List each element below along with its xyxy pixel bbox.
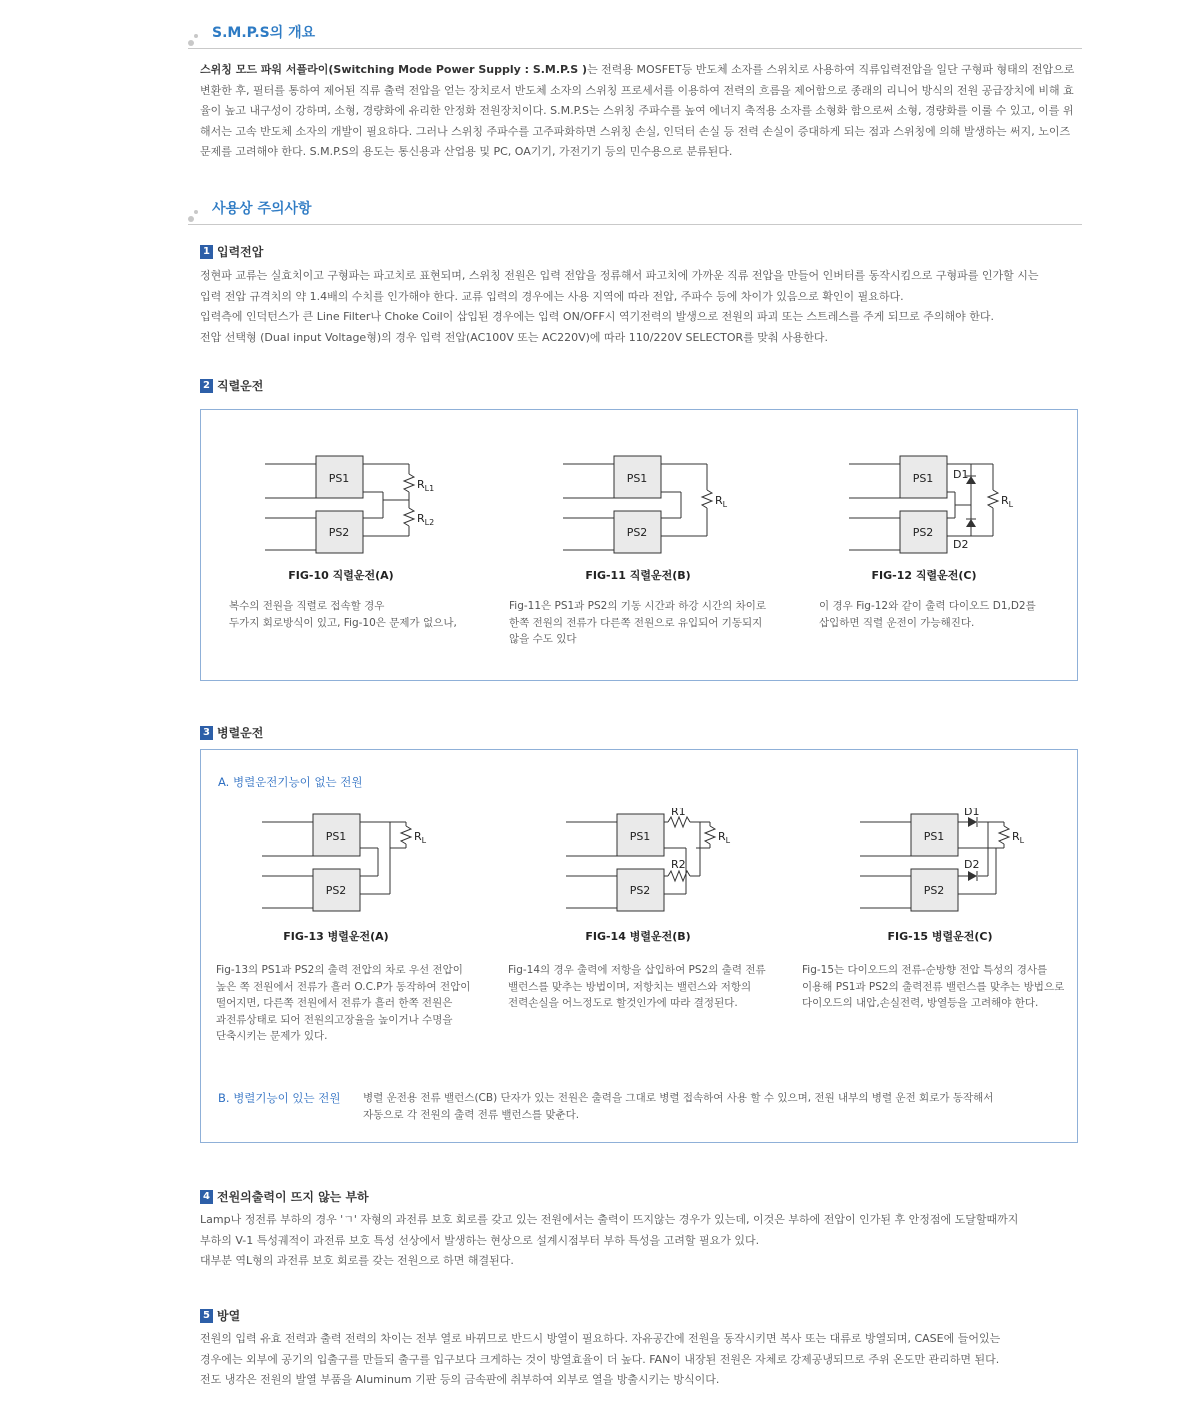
fig-11-description (509, 598, 799, 648)
fig-13-caption: FIG-13 병렬운전(A) (283, 930, 389, 943)
text-line: 높은 쪽 전원에서 전류가 흘러 O.C.P가 동작하여 전압이 (216, 980, 471, 993)
overview-body: 는 전력용 MOSFET등 반도체 소자를 스위치로 사용하여 직류입력전압을 일단 구형파 형태의 전압으로 변환한 후, 필터를 통하여 제어된 직류 출력 전압을 얻는 장치로서 반도체 소자의 스위칭 프로세서를 이용하여 전력의 흐름을 제어함으로 종래의 리니어 방식의 전원 공급장치에 비해 효율이 높고 내구성이 강하며, 소형, 경량화에 유리한 안정화 전원장치이다. S.M.P.S는 스위칭 주파수를 높여 에너지 축적용 소자를 소형화 함으로써 소형, 경량화를 이룰 수 있고, 이를 위해서는 고속 반도체 소자의 개발이 필요하다. 그러나 스위칭 주파수를 고주파화하면 스위칭 손실, 인덕터 손실 등 전력 손실이 증대하게 되는 점과 스위칭에 의해 발생하는 써지, 노이즈 문제를 고려해야 한다. S.M.P.S의 용도는 통신용과 산업용 및 PC, OA기기, 가전기기 등의 민수용으로 분류된다. (200, 63, 1075, 158)
text-line: 떨어지면, 다른쪽 전원에서 전류가 흘러 한쪽 전원은 (216, 997, 453, 1009)
fig-15-description (802, 962, 1072, 1012)
ps1-label: PS1 (325, 830, 347, 843)
overview-title: S.M.P.S의 개요 (212, 25, 316, 41)
section-number-badge: 5 (200, 1309, 213, 1323)
text-line: 다이오드의 내압,손실전력, 방열등을 고려해야 한다. (802, 997, 1039, 1009)
section-4-text (200, 1210, 1080, 1272)
ps2-label: PS2 (629, 884, 651, 897)
text-line: Fig-14의 경우 출력에 저항을 삽입하여 PS2의 출력 전류 (508, 964, 766, 976)
text-line: 전원의 입력 유효 전력과 출력 전력의 차이는 전부 열로 바뀌므로 반드시 방열이 필요하다. 자유공간에 전원을 동작시키면 복사 또는 대류로 방열되며, CASE에 들어있는 (200, 1332, 1001, 1345)
resistor-label: $R_{L1}$ (417, 478, 435, 493)
cautions-header (188, 194, 1082, 225)
resistor-label: $R_L$ (715, 494, 728, 509)
ps2-label: PS2 (912, 526, 934, 539)
section-2-title: 직렬운전 (217, 379, 264, 393)
text-line: 자동으로 각 전원의 출력 전류 밸런스를 맞춘다. (363, 1108, 580, 1121)
fig-11-diagram (559, 450, 749, 560)
text-line: 과전류상태로 되어 전원의고장율을 높이거나 수명을 (216, 1013, 453, 1026)
resistor-label: $R_L$ (1012, 830, 1025, 845)
fig-14-caption: FIG-14 병렬운전(B) (585, 930, 691, 943)
section-1-text (200, 266, 1080, 348)
resistor-label: $R_L$ (718, 830, 731, 845)
ps1-label: PS1 (923, 830, 945, 843)
text-line: 부하의 V-1 특성궤적이 과전류 보호 특성 선상에서 발생하는 현상으로 설계시점부터 부하 특성을 고려할 필요가 있다. (200, 1233, 760, 1247)
section-3-heading (200, 722, 263, 738)
text-line: 입력측에 인덕턴스가 큰 Line Filter나 Choke Coil이 삽입된 경우에는 입력 ON/OFF시 역기전력의 발생으로 전원의 파괴 또는 스트레스를 주게 되므로 주의해야 한다. (200, 310, 994, 323)
ps1-label: PS1 (328, 472, 350, 485)
fig-13-description (216, 962, 496, 1045)
section-4-heading (200, 1186, 369, 1202)
ps2-label: PS2 (626, 526, 648, 539)
cautions-title: 사용상 주의사항 (212, 201, 312, 217)
text-line: 단축시키는 문제가 있다. (216, 1030, 328, 1042)
diode-label: D2 (953, 538, 969, 551)
section-number-badge: 2 (200, 379, 213, 393)
fig-11-caption: FIG-11 직렬운전(B) (585, 569, 691, 582)
bullet-dots-icon (188, 210, 202, 224)
text-line: 정현파 교류는 실효치이고 구형파는 파고치로 표현되며, 스위칭 전원은 입력 전압을 정류해서 파고치에 가까운 직류 전압을 만들어 인버터를 동작시킴으로 구형파를 인가할 시는 (200, 269, 1039, 282)
fig-13-diagram (258, 808, 448, 918)
parallel-b-description (363, 1090, 1063, 1123)
resistor-label: $R_L$ (1001, 494, 1014, 509)
section-5-title: 방열 (217, 1309, 241, 1323)
resistor-label: $R_{L2}$ (417, 512, 435, 527)
section-2-heading (200, 375, 263, 391)
section-3-title: 병렬운전 (217, 726, 264, 740)
fig-15-caption: FIG-15 병렬운전(C) (887, 930, 993, 943)
text-line: Fig-13의 PS1과 PS2의 출력 전압의 차로 우선 전압이 (216, 964, 463, 976)
ps2-label: PS2 (325, 884, 347, 897)
overview-paragraph (200, 60, 1080, 163)
text-line: 전력손실을 어느정도로 할것인가에 따라 결정된다. (508, 997, 738, 1009)
fig-10-diagram (261, 450, 451, 560)
resistor-r1-label: R1 (671, 808, 686, 818)
section-5-heading (200, 1305, 240, 1321)
section-number-badge: 4 (200, 1190, 213, 1204)
bullet-dots-icon (188, 34, 202, 48)
text-line: 않을 수도 있다 (509, 633, 577, 645)
ps1-label: PS1 (629, 830, 651, 843)
fig-12-diagram (845, 450, 1035, 560)
ps1-label: PS1 (626, 472, 648, 485)
fig-12-description (819, 598, 1069, 631)
text-line: 경우에는 외부에 공기의 입출구를 만들되 출구를 입구보다 크게하는 것이 방열효율이 더 높다. FAN이 내장된 전원은 자체로 강제공냉되므로 주위 온도만 관리하면 된다. (200, 1352, 1000, 1366)
overview-lead: 스위칭 모드 파워 서플라이(Switching Mode Power Supply : S.M.P.S ) (200, 63, 588, 76)
text-line: 병렬 운전용 전류 밸런스(CB) 단자가 있는 전원은 출력을 그대로 병렬 접속하여 사용 할 수 있으며, 전원 내부의 병렬 운전 회로가 동작해서 (363, 1092, 994, 1104)
parallel-b-label: B. 병렬기능이 있는 전원 (218, 1091, 341, 1105)
fig-12-caption: FIG-12 직렬운전(C) (871, 569, 977, 582)
text-line: 두가지 회로방식이 있고, Fig-10은 문제가 없으나, (229, 616, 457, 629)
text-line: 밸런스를 맞추는 방법이며, 저항치는 밸런스와 저항의 (508, 980, 752, 993)
series-figures-box (200, 409, 1078, 681)
section-number-badge: 1 (200, 245, 213, 259)
section-number-badge: 3 (200, 726, 213, 740)
fig-10-caption: FIG-10 직렬운전(A) (288, 569, 394, 582)
text-line: 이용해 PS1과 PS2의 출력전류 밸런스를 맞추는 방법으로 (802, 980, 1065, 993)
section-1-heading (200, 241, 263, 257)
text-line: Lamp나 정전류 부하의 경우 'ㄱ' 자형의 과전류 보호 회로를 갖고 있는 전원에서는 출력이 뜨지않는 경우가 있는데, 이것은 부하에 전압이 인가된 후 안정점에 도달할때까지 (200, 1213, 1019, 1226)
text-line: 복수의 전원을 직렬로 접속할 경우 (229, 600, 385, 612)
overview-header (188, 18, 1082, 49)
text-line: 전도 냉각은 전원의 발열 부품을 Aluminum 기판 등의 금속판에 취부하여 외부로 열을 방출시키는 방식이다. (200, 1373, 720, 1386)
section-1-title: 입력전압 (217, 245, 264, 259)
resistor-label: $R_L$ (414, 830, 427, 845)
diode-label: D1 (964, 808, 980, 818)
text-line: 이 경우 Fig-12와 같이 출력 다이오드 D1,D2를 (819, 600, 1036, 612)
fig-15-diagram (856, 808, 1046, 918)
parallel-figures-box (200, 749, 1078, 1143)
section-4-title: 전원의출력이 뜨지 않는 부하 (217, 1190, 369, 1204)
text-line: 입력 전압 규격치의 약 1.4배의 수치를 인가해야 한다. 교류 입력의 경우에는 사용 지역에 따라 전압, 주파수 등에 차이가 있음으로 확인이 필요하다. (200, 289, 904, 303)
parallel-a-label: A. 병렬운전기능이 없는 전원 (218, 775, 363, 789)
fig-14-diagram (562, 808, 752, 918)
resistor-r2-label: R2 (671, 858, 686, 871)
text-line: Fig-11은 PS1과 PS2의 기동 시간과 하강 시간의 차이로 (509, 600, 767, 612)
ps2-label: PS2 (923, 884, 945, 897)
section-5-text (200, 1329, 1080, 1391)
fig-10-description (229, 598, 489, 631)
ps1-label: PS1 (912, 472, 934, 485)
text-line: 전압 선택형 (Dual input Voltage형)의 경우 입력 전압(AC100V 또는 AC220V)에 따라 110/220V SELECTOR를 맞춰 사용한다. (200, 330, 829, 344)
diode-label: D1 (953, 468, 969, 481)
text-line: 삽입하면 직렬 운전이 가능해진다. (819, 616, 975, 629)
text-line: Fig-15는 다이오드의 전류-순방향 전압 특성의 경사를 (802, 964, 1048, 976)
ps2-label: PS2 (328, 526, 350, 539)
fig-14-description (508, 962, 788, 1012)
text-line: 대부분 역L형의 과전류 보호 회로를 갖는 전원으로 하면 해결된다. (200, 1254, 514, 1267)
text-line: 한쪽 전원의 전류가 다른쪽 전원으로 유입되어 기동되지 (509, 616, 763, 629)
diode-label: D2 (964, 858, 980, 871)
